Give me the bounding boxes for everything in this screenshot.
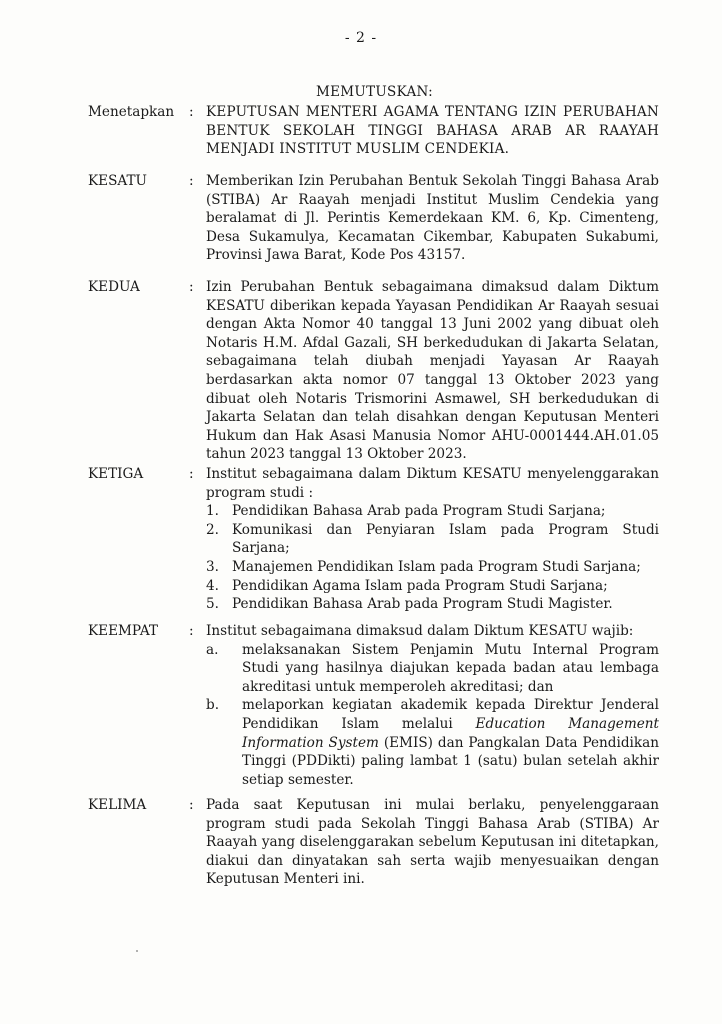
section-colon: : bbox=[189, 623, 194, 639]
section-label: KETIGA bbox=[88, 466, 144, 482]
section-colon: : bbox=[189, 279, 194, 295]
list-marker: 4. bbox=[206, 577, 219, 594]
section-text: Izin Perubahan Bentuk sebagaimana dimaksud dalam Diktum KESATU diberikan kepada Yayasan Pendidikan Ar Raayah sesuai dengan Akta Nomor 40 tanggal 13 Juni 2002 yang dibuat oleh Notaris H.M. Afdal Gazali, SH berkedudukan di Jakarta Selatan, sebagaimana telah diubah menjadi Yayasan Ar Raayah berdasarkan akta nomor 07 tanggal 13 Oktober 2023 yang dibuat oleh Notaris Trismorini Asmawel, SH berkedudukan di Jakarta Selatan dan telah disahkan dengan Keputusan Menteri Hukum dan Hak Asasi Manusia Nomor AHU-0001444.AH.01.05 tahun 2023 tanggal 13 Oktober 2023. bbox=[206, 279, 659, 463]
list-item bbox=[206, 641, 659, 697]
list-text: Manajemen Pendidikan Islam pada Program Studi Sarjana; bbox=[232, 558, 641, 575]
list-marker: 2. bbox=[206, 521, 219, 538]
section-colon: : bbox=[189, 173, 194, 189]
list-item bbox=[206, 502, 659, 521]
page-number: - 2 - bbox=[344, 30, 378, 46]
list-text: melaksanakan Sistem Penjamin Mutu Internal Program Studi yang hasilnya diajukan kepada badan atau lembaga akreditasi untuk memperoleh akreditasi; dan bbox=[242, 641, 659, 695]
section-intro: Institut sebagaimana dimaksud dalam Diktum KESATU wajib: bbox=[206, 623, 634, 639]
list-text-italic: Education Management Information System bbox=[242, 715, 659, 751]
section-label: KEDUA bbox=[88, 279, 140, 295]
list-item bbox=[206, 696, 659, 789]
section-intro: Institut sebagaimana dalam Diktum KESATU menyelenggarakan program studi : bbox=[206, 466, 659, 501]
section-colon: : bbox=[189, 104, 194, 120]
section-colon: : bbox=[189, 797, 194, 813]
list-item bbox=[206, 595, 659, 614]
list-marker: 1. bbox=[206, 503, 219, 520]
list-item bbox=[206, 577, 659, 596]
section-text: KEPUTUSAN MENTERI AGAMA TENTANG IZIN PERUBAHAN BENTUK SEKOLAH TINGGI BAHASA ARAB AR RAAYAH MENJADI INSTITUT MUSLIM CENDEKIA. bbox=[206, 104, 659, 158]
list-text: Komunikasi dan Penyiaran Islam pada Program Studi Sarjana; bbox=[232, 521, 659, 557]
list-item bbox=[206, 521, 659, 558]
list-marker: b. bbox=[206, 697, 220, 714]
list-text-part: melaporkan kegiatan akademik kepada Direktur Jenderal Pendidikan Islam melalui bbox=[242, 697, 659, 732]
list-item bbox=[206, 558, 659, 577]
list-text: Pendidikan Bahasa Arab pada Program Studi Sarjana; bbox=[232, 503, 606, 520]
list-text: Pendidikan Bahasa Arab pada Program Studi Magister. bbox=[232, 596, 613, 613]
section-label: KEEMPAT bbox=[88, 623, 158, 639]
list-marker: 5. bbox=[206, 596, 219, 613]
list-marker: 3. bbox=[206, 558, 219, 575]
section-label: Menetapkan bbox=[88, 104, 175, 120]
section-colon: : bbox=[189, 466, 194, 482]
section-body bbox=[206, 622, 659, 789]
scan-speck bbox=[136, 950, 138, 952]
section-text: Memberikan Izin Perubahan Bentuk Sekolah Tinggi Bahasa Arab (STIBA) Ar Raayah menjadi Institut Muslim Cendekia yang beralamat di Jl. Perintis Kemerdekaan KM. 6, Kp. Cimenteng, Desa Sukamulya, Kecamatan Cikembar, Kabupaten Sukabumi, Provinsi Jawa Barat, Kode Pos 43157. bbox=[206, 173, 659, 264]
decision-heading: MEMUTUSKAN: bbox=[316, 84, 433, 100]
section-label: KESATU bbox=[88, 173, 147, 189]
section-label: KELIMA bbox=[88, 797, 147, 813]
section-body bbox=[206, 465, 659, 614]
section-text: Pada saat Keputusan ini mulai berlaku, penyelenggaraan program studi pada Sekolah Tinggi Bahasa Arab (STIBA) Ar Raayah yang diselenggarakan sebelum Keputusan ini ditetapkan, diakui dan dinyatakan sah serta wajib menyesuaikan dengan Keputusan Menteri ini. bbox=[206, 797, 659, 888]
list-text: Pendidikan Agama Islam pada Program Studi Sarjana; bbox=[232, 577, 608, 594]
list-marker: a. bbox=[206, 641, 219, 658]
list-text bbox=[242, 696, 659, 789]
list-text-part: (EMIS) dan Pangkalan Data Pendidikan Tinggi (PDDikti) paling lambat 1 (satu) bulan setelah akhir setiap semester. bbox=[242, 734, 659, 788]
